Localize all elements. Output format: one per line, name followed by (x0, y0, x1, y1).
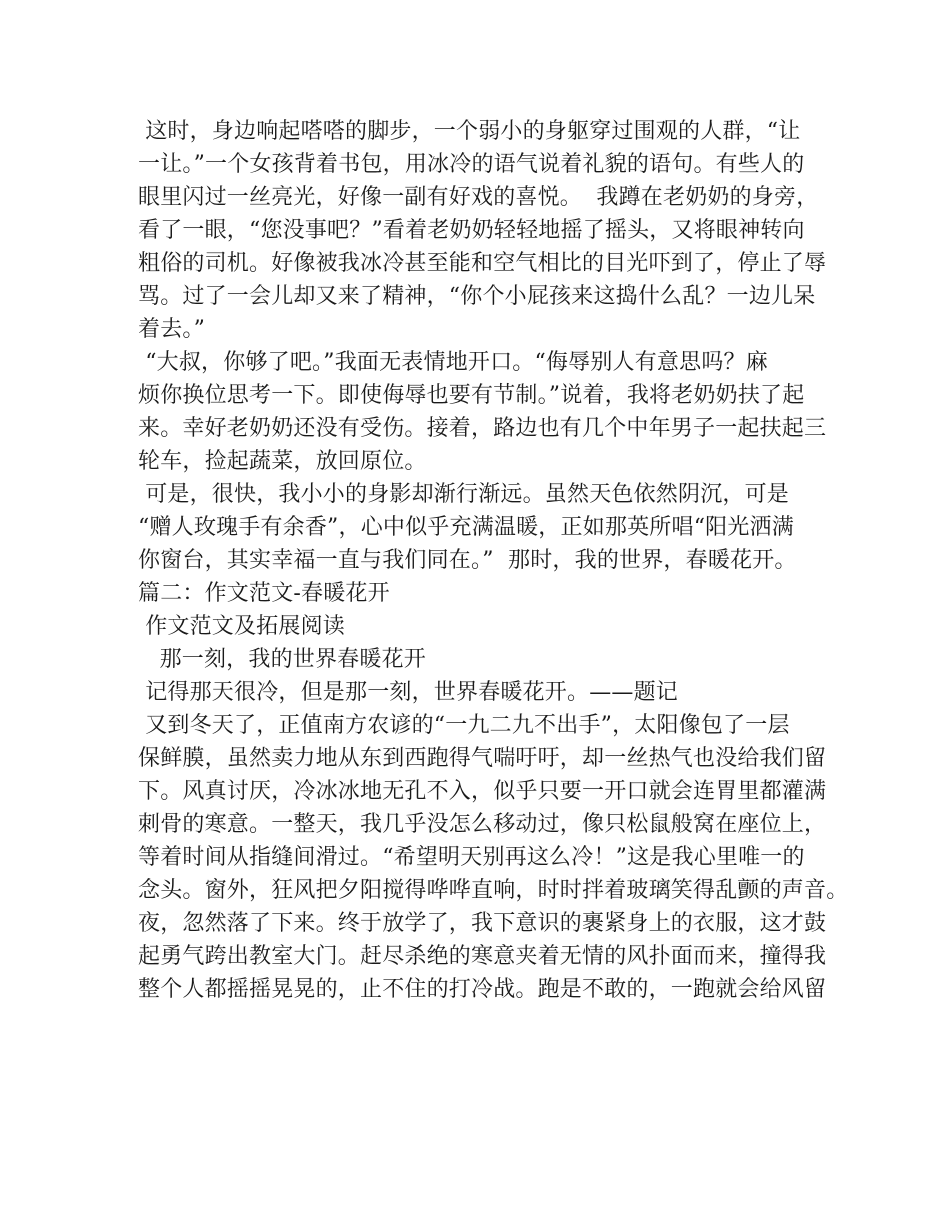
text-line: 看了一眼，“您没事吧？”看着老奶奶轻轻地摇了摇头，又将眼神转向 (138, 218, 805, 243)
text-line: 可是，很快，我小小的身影却渐行渐远。虽然天色依然阴沉，可是 (138, 482, 789, 507)
text-line: 下。风真讨厌，冷冰冰地无孔不入，似乎只要一开口就会连胃里都灌满 (138, 779, 827, 804)
text-line: 这时，身边响起嗒嗒的脚步，一个弱小的身躯穿过围观的人群，“让 (138, 119, 801, 144)
text-line: 念头。窗外，狂风把夕阳搅得哗哗直响，时时拌着玻璃笑得乱颤的声音。 (138, 878, 849, 903)
text-line: 等着时间从指缝间滑过。“希望明天别再这么冷！”这是我心里唯一的 (138, 845, 805, 870)
text-line: 烦你换位思考一下。即使侮辱也要有节制。”说着，我将老奶奶扶了起 (138, 383, 805, 408)
text-line: 刺骨的寒意。一整天，我几乎没怎么移动过，像只松鼠般窝在座位上， (138, 812, 827, 837)
text-line: 着去。” (138, 317, 206, 342)
text-line: 一让。”一个女孩背着书包，用冰冷的语气说着礼貌的语句。有些人的 (138, 152, 805, 177)
text-line: 夜，忽然落了下来。终于放学了，我下意识的裹紧身上的衣服，这才鼓 (138, 911, 827, 936)
text-line: 粗俗的司机。好像被我冰冷甚至能和空气相比的目光吓到了，停止了辱 (138, 251, 827, 276)
epigraph: 记得那天很冷，但是那一刻，世界春暖花开。——题记 (138, 680, 678, 705)
text-line: “赠人玫瑰手有余香”，心中似乎充满温暖，正如那英所唱“阳光洒满 (138, 515, 794, 540)
text-line: “大叔，你够了吧。”我面无表情地开口。“侮辱别人有意思吗？麻 (138, 350, 768, 375)
essay-title: 那一刻，我的世界春暖花开 (138, 647, 426, 672)
text-line: 眼里闪过一丝亮光，好像一副有好戏的喜悦。 我蹲在老奶奶的身旁， (138, 185, 819, 210)
text-line: 保鲜膜，虽然卖力地从东到西跑得气喘吁吁，却一丝热气也没给我们留 (138, 746, 827, 771)
section-heading: 篇二：作文范文-春暖花开 (138, 581, 390, 606)
text-line: 又到冬天了，正值南方农谚的“一九二九不出手”，太阳像包了一层 (138, 713, 790, 738)
text-line: 你窗台，其实幸福一直与我们同在。” 那时，我的世界，春暖花开。 (138, 548, 797, 573)
text-line: 起勇气跨出教室大门。赶尽杀绝的寒意夹着无情的风扑面而来，撞得我 (138, 944, 827, 969)
subheading: 作文范文及拓展阅读 (138, 614, 345, 639)
text-line: 来。幸好老奶奶还没有受伤。接着，路边也有几个中年男子一起扶起三 (138, 416, 827, 441)
text-line: 整个人都摇摇晃晃的，止不住的打冷战。跑是不敢的，一跑就会给风留 (138, 977, 827, 1002)
text-line: 轮车，捡起蔬菜，放回原位。 (138, 449, 427, 474)
text-line: 骂。过了一会儿却又来了精神，“你个小屁孩来这捣什么乱？一边儿呆 (138, 284, 816, 309)
